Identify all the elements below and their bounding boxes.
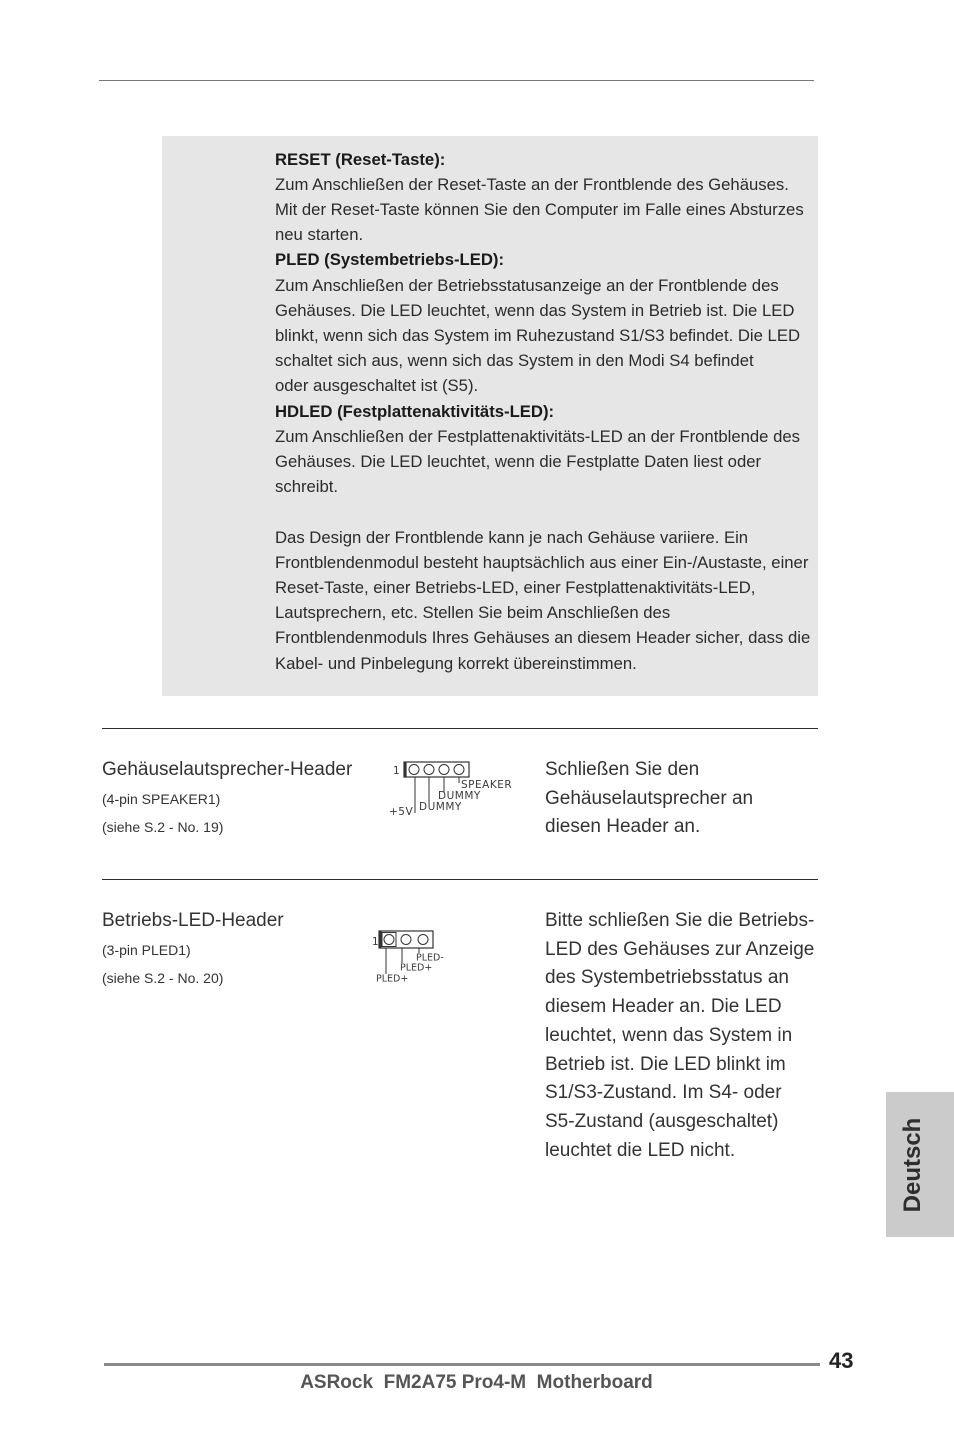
section-divider: [102, 879, 818, 880]
pin1-marker: 1: [372, 936, 380, 948]
footer-title: ASRock FM2A75 Pro4-M Motherboard: [300, 1372, 653, 1393]
description-line: leuchtet, wenn das System in: [545, 1024, 793, 1046]
hdled-description-line: Gehäuses. Die LED leuchtet, wenn die Festplatte Daten liest oder: [275, 451, 762, 471]
pled-header-description: [545, 907, 814, 1166]
connector-pin: [401, 935, 411, 945]
pled-header-label: [102, 907, 284, 993]
connector-pin: [439, 765, 449, 775]
pled-header-reference: (siehe S.2 - No. 20): [102, 970, 224, 987]
hdled-heading: HDLED (Festplattenaktivitäts-LED):: [275, 401, 555, 421]
speaker-header-label: [102, 756, 352, 842]
pin-label: PLED+: [376, 973, 409, 985]
pled-heading: PLED (Systembetriebs-LED):: [275, 250, 505, 270]
note-line: Frontblendenmoduls Ihres Gehäuses an diesem Header sicher, dass die: [275, 628, 811, 648]
connector-pin: [384, 935, 394, 945]
pled-description-line: blinkt, wenn sich das System im Ruhezustand S1/S3 befindet. Die LED: [275, 325, 800, 345]
note-line: Kabel- und Pinbelegung korrekt übereinstimmen.: [275, 653, 637, 673]
pled-description-line: Zum Anschließen der Betriebsstatusanzeige an der Frontblende des: [275, 275, 779, 295]
hdled-description-line: schreibt.: [275, 477, 339, 497]
connector-pin: [454, 765, 464, 775]
reset-description-line: Zum Anschließen der Reset-Taste an der Frontblende des Gehäuses.: [275, 174, 789, 194]
connector-outline: [379, 931, 433, 948]
description-line: Gehäuselautsprecher an: [545, 787, 754, 809]
hdled-description-line: Zum Anschließen der Festplattenaktivitäts-LED an der Frontblende des: [275, 426, 800, 446]
speaker-header-pin-diagram: [386, 756, 522, 820]
note-line: Reset-Taste, einer Betriebs-LED, einer Festplattenaktivitäts-LED,: [275, 577, 756, 597]
description-line: LED des Gehäuses zur Anzeige: [545, 938, 815, 960]
connector-pin: [409, 765, 419, 775]
info-box-text: [275, 147, 810, 676]
speaker-header-title: Gehäuselautsprecher-Header: [102, 758, 353, 780]
section-divider: [102, 728, 818, 729]
footer-rule: [104, 1363, 820, 1366]
pled-description-line: oder ausgeschaltet ist (S5).: [275, 376, 479, 396]
pin1-marker: 1: [393, 765, 401, 777]
pled-header-pin-info: (3-pin PLED1): [102, 941, 191, 958]
reset-description-line: Mit der Reset-Taste können Sie den Computer im Falle eines Absturzes: [275, 199, 804, 219]
front-panel-info-box: [162, 136, 818, 696]
pled-header-pin-diagram: [368, 926, 452, 986]
language-tab-label: Deutsch: [899, 1117, 926, 1213]
note-line: Lautsprechern, etc. Stellen Sie beim Anschließen des: [275, 603, 671, 623]
description-line: S5-Zustand (ausgeschaltet): [545, 1111, 779, 1133]
description-line: S1/S3-Zustand. Im S4- oder: [545, 1082, 782, 1104]
description-line: leuchtet die LED nicht.: [545, 1139, 736, 1161]
description-line: Schließen Sie den: [545, 758, 700, 780]
pin-label: DUMMY: [419, 801, 462, 813]
top-rule: [99, 80, 814, 82]
reset-heading: RESET (Reset-Taste):: [275, 149, 446, 169]
note-line: Frontblendenmodul besteht hauptsächlich aus einer Ein-/Austaste, einer: [275, 552, 809, 572]
pled-description-line: schaltet sich aus, wenn sich das System in den Modi S4 befindet: [275, 351, 754, 371]
language-tab: [886, 1092, 954, 1237]
page-number: 43: [829, 1348, 854, 1373]
pled-header-title: Betriebs-LED-Header: [102, 909, 284, 931]
pin-label: +5V: [389, 806, 414, 818]
speaker-header-pin-info: (4-pin SPEAKER1): [102, 790, 221, 807]
pin-label: DUMMY: [438, 790, 481, 802]
note-line: Das Design der Frontblende kann je nach Gehäuse variiere. Ein: [275, 527, 749, 547]
pin-label: PLED+: [400, 962, 433, 974]
description-line: des Systembetriebsstatus an: [545, 967, 789, 989]
speaker-header-reference: (siehe S.2 - No. 19): [102, 819, 224, 836]
paragraph-spacer: [275, 499, 810, 524]
pin-label: SPEAKER: [461, 779, 513, 791]
speaker-header-description: [545, 756, 753, 842]
description-line: diesen Header an.: [545, 816, 701, 838]
connector-pin: [424, 765, 434, 775]
pled-description-line: Gehäuses. Die LED leuchtet, wenn das System in Betrieb ist. Die LED: [275, 300, 795, 320]
description-line: Bitte schließen Sie die Betriebs-: [545, 909, 815, 931]
description-line: Betrieb ist. Die LED blinkt im: [545, 1053, 786, 1075]
pin-label: PLED-: [416, 952, 444, 964]
reset-description-line: neu starten.: [275, 225, 364, 245]
connector-pin: [418, 935, 428, 945]
description-line: diesem Header an. Die LED: [545, 996, 782, 1018]
